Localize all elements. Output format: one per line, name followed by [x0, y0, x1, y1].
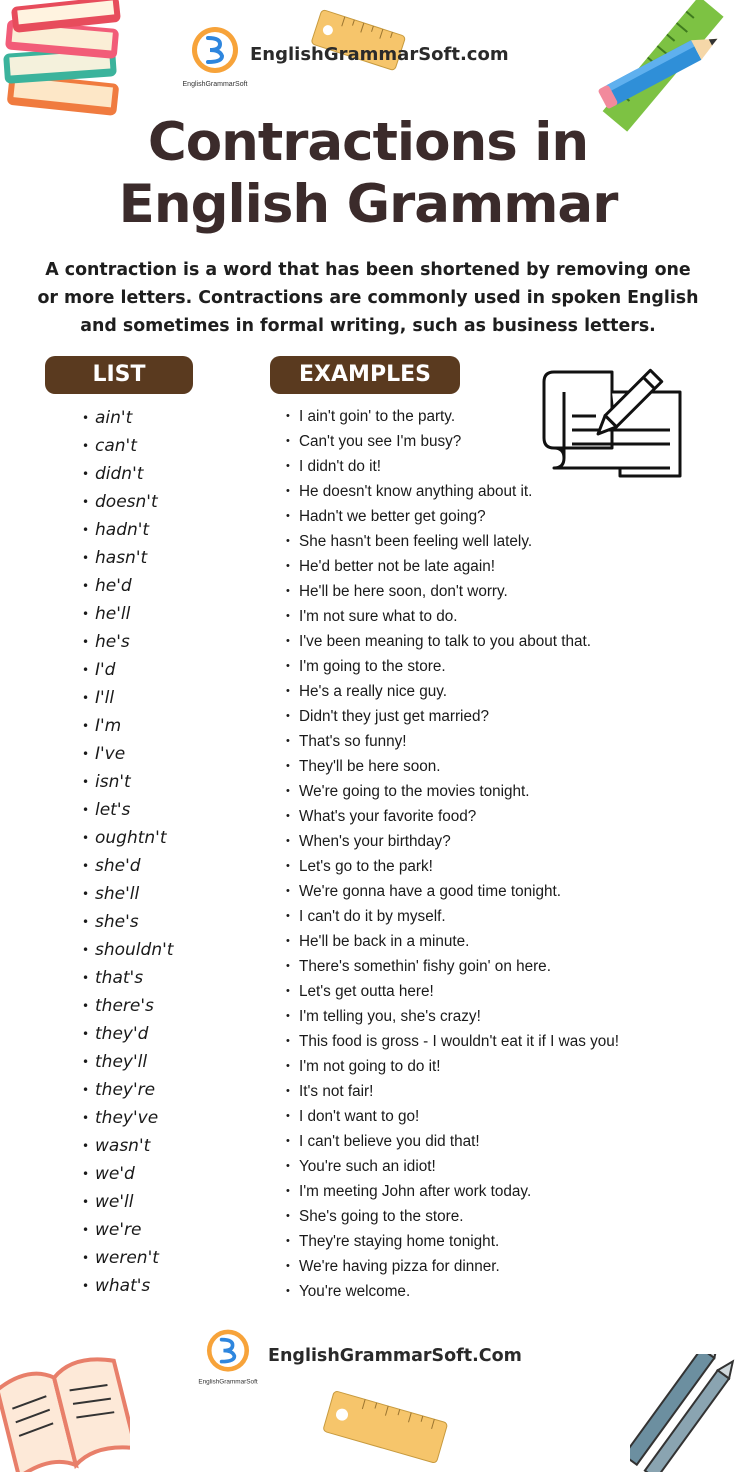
- example-item: • Let's go to the park!: [286, 854, 619, 879]
- example-item: • Hadn't we better get going?: [286, 504, 619, 529]
- list-heading: LIST: [45, 356, 193, 394]
- list-item: • we're: [82, 1216, 173, 1244]
- example-item: • Didn't they just get married?: [286, 704, 619, 729]
- example-item: • This food is gross - I wouldn't eat it if I was you!: [286, 1029, 619, 1054]
- list-item: • let's: [82, 796, 173, 824]
- list-item: • shouldn't: [82, 936, 173, 964]
- page-title: [0, 112, 736, 236]
- brand-name: EnglishGrammarSoft.com: [250, 44, 509, 65]
- example-item: • They'll be here soon.: [286, 754, 619, 779]
- list-item: • we'd: [82, 1160, 173, 1188]
- list-item: • she'd: [82, 852, 173, 880]
- example-item: • I ain't goin' to the party.: [286, 404, 619, 429]
- books-stack-icon: [0, 0, 135, 120]
- example-item: • That's so funny!: [286, 729, 619, 754]
- list-item: • that's: [82, 964, 173, 992]
- brand-logo-caption: EnglishGrammarSoft: [182, 81, 248, 88]
- brand-logo-icon: [180, 24, 250, 90]
- list-item: • oughtn't: [82, 824, 173, 852]
- example-item: • I didn't do it!: [286, 454, 619, 479]
- example-item: • We're going to the movies tonight.: [286, 779, 619, 804]
- example-item: • He'd better not be late again!: [286, 554, 619, 579]
- list-item: • I'd: [82, 656, 173, 684]
- example-item: • I'm not sure what to do.: [286, 604, 619, 629]
- list-item: • I'll: [82, 684, 173, 712]
- example-item: • When's your birthday?: [286, 829, 619, 854]
- contractions-list: [82, 404, 173, 1300]
- example-item: • I'm not going to do it!: [286, 1054, 619, 1079]
- pens-icon: [630, 1354, 736, 1472]
- examples-heading: EXAMPLES: [270, 356, 460, 394]
- example-item: • We're gonna have a good time tonight.: [286, 879, 619, 904]
- example-item: • They're staying home tonight.: [286, 1229, 619, 1254]
- open-book-icon: [0, 1346, 130, 1472]
- example-item: • I'm telling you, she's crazy!: [286, 1004, 619, 1029]
- list-item: • wasn't: [82, 1132, 173, 1160]
- example-item: • Can't you see I'm busy?: [286, 429, 619, 454]
- list-item: • ain't: [82, 404, 173, 432]
- list-item: • they've: [82, 1104, 173, 1132]
- list-item: • I've: [82, 740, 173, 768]
- list-item: • they'll: [82, 1048, 173, 1076]
- example-item: • I'm going to the store.: [286, 654, 619, 679]
- examples-list: [286, 404, 619, 1304]
- example-item: • She's going to the store.: [286, 1204, 619, 1229]
- example-item: • You're such an idiot!: [286, 1154, 619, 1179]
- example-item: • What's your favorite food?: [286, 804, 619, 829]
- example-item: • We're having pizza for dinner.: [286, 1254, 619, 1279]
- list-item: • doesn't: [82, 488, 173, 516]
- ruler-icon: [308, 4, 408, 78]
- list-item: • there's: [82, 992, 173, 1020]
- list-item: • they're: [82, 1076, 173, 1104]
- list-item: • can't: [82, 432, 173, 460]
- list-item: • he'll: [82, 600, 173, 628]
- list-item: • I'm: [82, 712, 173, 740]
- example-item: • Let's get outta here!: [286, 979, 619, 1004]
- example-item: • He doesn't know anything about it.: [286, 479, 619, 504]
- list-item: • isn't: [82, 768, 173, 796]
- example-item: • I can't believe you did that!: [286, 1129, 619, 1154]
- list-item: • hasn't: [82, 544, 173, 572]
- list-item: • she'll: [82, 880, 173, 908]
- list-item: • he's: [82, 628, 173, 656]
- list-item: • he'd: [82, 572, 173, 600]
- example-item: • He's a really nice guy.: [286, 679, 619, 704]
- list-item: • she's: [82, 908, 173, 936]
- example-item: • It's not fair!: [286, 1079, 619, 1104]
- footer-logo-caption: EnglishGrammarSoft: [198, 1378, 258, 1386]
- list-item: • what's: [82, 1272, 173, 1300]
- example-item: • She hasn't been feeling well lately.: [286, 529, 619, 554]
- title-line-2: English Grammar: [118, 174, 618, 235]
- example-item: • There's somethin' fishy goin' on here.: [286, 954, 619, 979]
- example-item: • He'll be back in a minute.: [286, 929, 619, 954]
- example-item: • I don't want to go!: [286, 1104, 619, 1129]
- ruler-icon: [318, 1384, 452, 1472]
- list-item: • they'd: [82, 1020, 173, 1048]
- example-item: • I'm meeting John after work today.: [286, 1179, 619, 1204]
- list-item: • didn't: [82, 460, 173, 488]
- list-item: • we'll: [82, 1188, 173, 1216]
- example-item: • I've been meaning to talk to you about that.: [286, 629, 619, 654]
- example-item: • You're welcome.: [286, 1279, 619, 1304]
- intro-paragraph: A contraction is a word that has been shortened by removing one or more letters. Contractions are commonly used in spoken English and sometimes in formal writing, such as business letters.: [37, 260, 699, 336]
- list-item: • hadn't: [82, 516, 173, 544]
- title-line-1: Contractions in: [147, 112, 589, 173]
- footer-logo-icon: [196, 1326, 260, 1388]
- list-item: • weren't: [82, 1244, 173, 1272]
- example-item: • I can't do it by myself.: [286, 904, 619, 929]
- footer-brand-name: EnglishGrammarSoft.Com: [268, 1346, 522, 1366]
- example-item: • He'll be here soon, don't worry.: [286, 579, 619, 604]
